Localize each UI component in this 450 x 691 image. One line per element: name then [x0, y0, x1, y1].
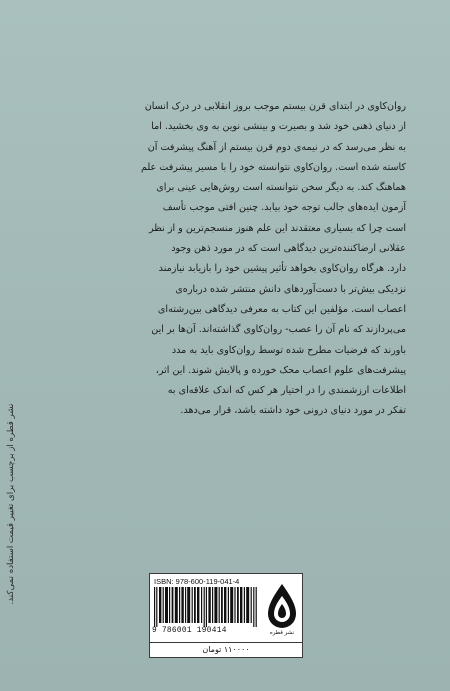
blurb-line: پیشرفت‌های علوم اعصاب محک خورده و پالایش شوند. این اثر، — [155, 364, 406, 376]
publisher-logo-icon — [265, 582, 299, 632]
blurb-line: تفکر در مورد دنیای درونی خود داشته باشد، قرار می‌دهد. — [180, 405, 406, 417]
blurb-line: می‌پردازند که نام آن را عصب- روان‌کاوی گذاشته‌اند. آن‌ها بر این — [151, 324, 406, 336]
blurb-line: عقلانی ارضاکننده‌ترین دیدگاهی است که در مورد ذهن وجود — [171, 243, 406, 255]
blurb-line: نزدیکی بیش‌تر با دست‌آوردهای دانش منتشر شده درباره‌ی — [175, 283, 406, 295]
publisher-name: نشر قطره — [269, 630, 295, 636]
blurb-line: دارد. هرگاه روان‌کاوی بخواهد تأثیر پیشین خود را بازیابد نیازمند — [158, 263, 406, 275]
price-label-note: نشر قطره از برچسب برای تغییر قیمت استفاده نمی‌کند. — [6, 403, 16, 605]
blurb-line: باورند که فرضیات مطرح شده توسط روان‌کاوی باید به مدد — [171, 344, 406, 356]
blurb-line: روان‌کاوی در ابتدای قرن بیستم موجب بروز انقلابی در درک انسان — [144, 101, 406, 112]
barcode-block — [149, 573, 303, 658]
barcode-icon — [154, 587, 258, 627]
barcode-number: 9 786001 190414 — [152, 627, 227, 635]
blurb-line: کاسته شده است. روان‌کاوی نتوانسته خود را با مسیر پیشرفت علم — [140, 161, 406, 173]
blurb-line: به نظر می‌رسد که در نیمه‌ی دوم قرن بیستم از آهنگ پیشرفت آن — [147, 141, 406, 153]
blurb-line: اعصاب است. مؤلفین این کتاب به معرفی دیدگاهی بین‌رشته‌ای — [157, 303, 406, 315]
blurb-line: از دنیای ذهنی خود شد و بصیرت و بینشی نوین به وی بخشید. اما — [151, 121, 406, 133]
isbn-text: ISBN: 978-600-119-041-4 — [154, 577, 240, 586]
blurb-line: هماهنگ کند. به دیگر سخن نتوانسته است روش‌هایی عینی برای — [156, 182, 406, 194]
book-blurb — [100, 97, 406, 422]
blurb-line: آزمون ایده‌های جالب توجه خود بیابد. چنین افتی موجب تأسف — [162, 202, 406, 214]
blurb-line: است چرا که بسیاری معتقدند این علم هنوز منسجم‌ترین و از نظر — [148, 222, 406, 234]
blurb-line: اطلاعات ارزشمندی را در اختیار هر کس که اندک علاقه‌ای به — [167, 385, 406, 397]
price-text: ۱۱۰۰۰۰ تومان — [150, 642, 302, 657]
